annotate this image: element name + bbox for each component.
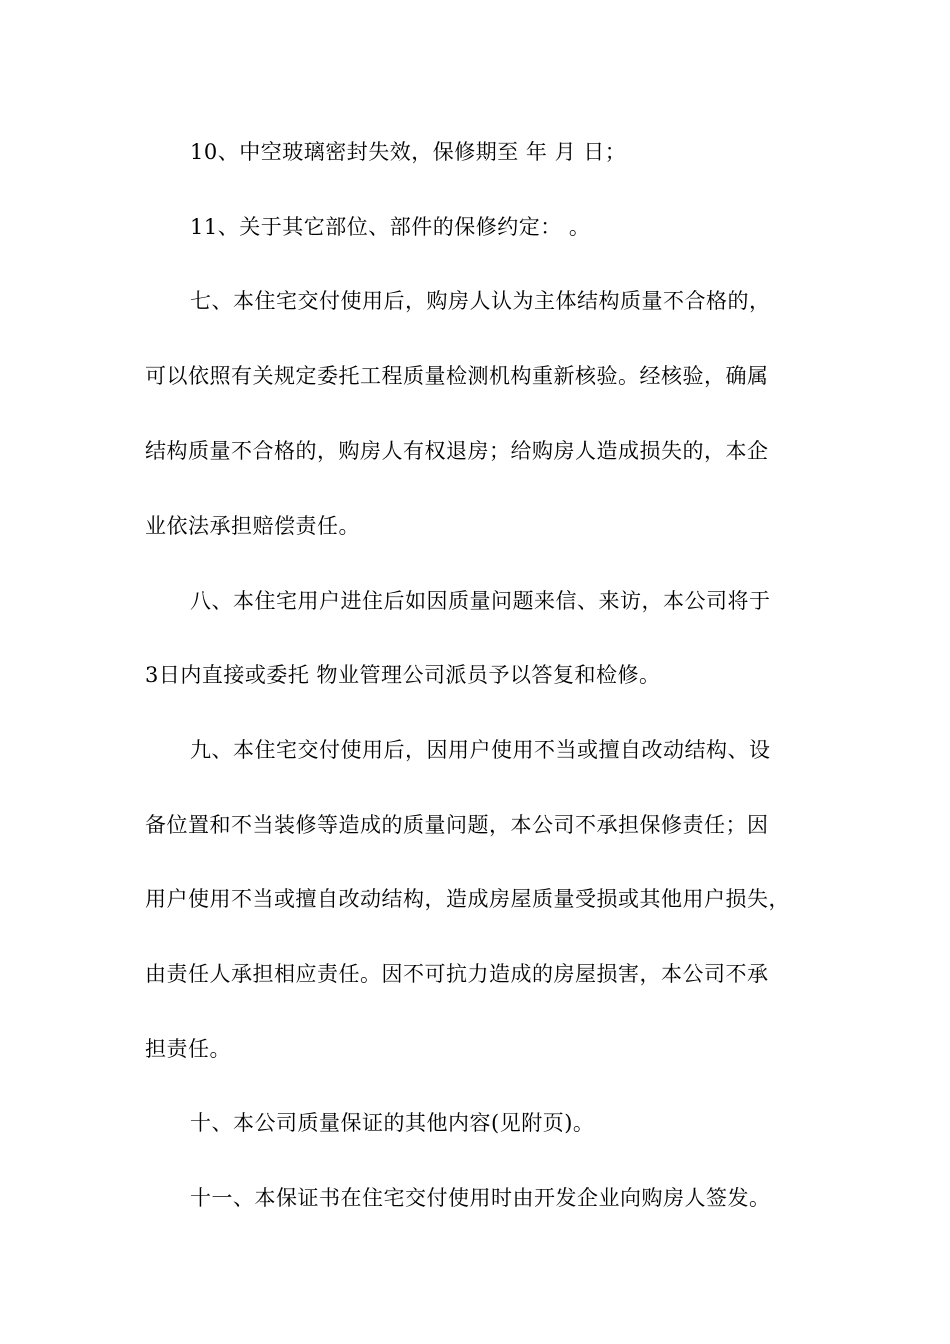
section-9-line-5: 担责任。: [145, 1037, 231, 1061]
section-10-line: 十、本公司质量保证的其他内容(见附页)。: [190, 1111, 595, 1135]
section-9-line-1: 九、本住宅交付使用后，因用户使用不当或擅自改动结构、设: [190, 738, 771, 762]
section-7-line-4: 业依法承担赔偿责任。: [145, 514, 360, 538]
clause-11-other-parts: 11、关于其它部位、部件的保修约定： 。: [190, 215, 591, 239]
section-8-line-1: 八、本住宅用户进住后如因质量问题来信、来访，本公司将于: [190, 589, 771, 613]
section-7-line-3: 结构质量不合格的，购房人有权退房；给购房人造成损失的，本企: [145, 439, 769, 463]
section-9-line-3: 用户使用不当或擅自改动结构，造成房屋质量受损或其他用户损失，: [145, 887, 790, 911]
section-8-line-2: 3日内直接或委托 物业管理公司派员予以答复和检修。: [145, 663, 661, 687]
section-7-line-2: 可以依照有关规定委托工程质量检测机构重新核验。经核验，确属: [145, 364, 769, 388]
section-11-line: 十一、本保证书在住宅交付使用时由开发企业向购房人签发。: [190, 1186, 771, 1210]
clause-10-hollow-glass: 10、中空玻璃密封失效，保修期至 年 月 日；: [190, 140, 627, 164]
section-9-line-2: 备位置和不当装修等造成的质量问题，本公司不承担保修责任；因: [145, 813, 769, 837]
section-7-line-1: 七、本住宅交付使用后，购房人认为主体结构质量不合格的，: [190, 289, 771, 313]
section-9-line-4: 由责任人承担相应责任。因不可抗力造成的房屋损害，本公司不承: [145, 962, 769, 986]
